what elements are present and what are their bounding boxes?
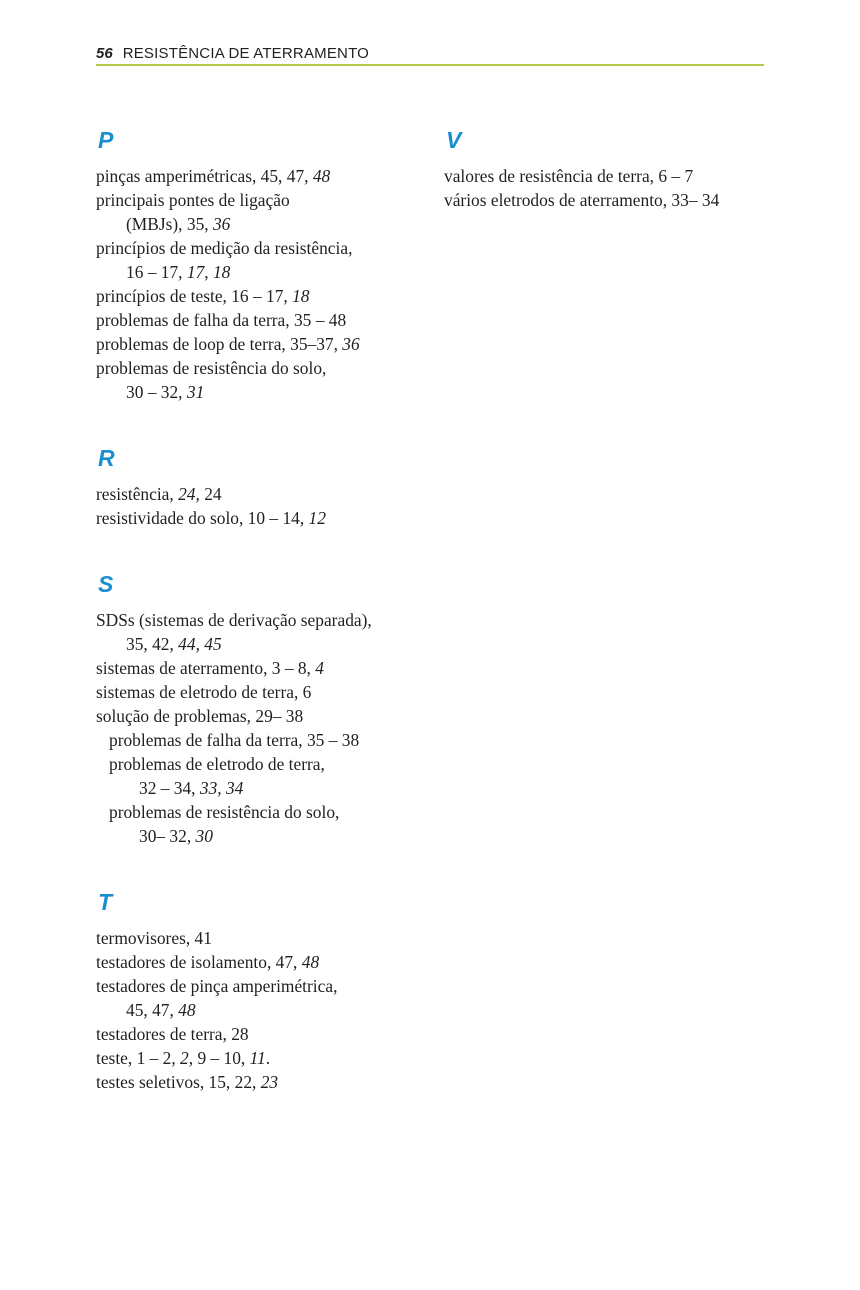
index-entry: testadores de terra, 28 bbox=[96, 1024, 249, 1044]
index-column-left bbox=[96, 128, 436, 1136]
index-entry: problemas de loop de terra, 35–37, 36 bbox=[96, 334, 360, 354]
index-entry: termovisores, 41 bbox=[96, 928, 212, 948]
section-letter: P bbox=[98, 127, 114, 153]
index-entry: sistemas de eletrodo de terra, 6 bbox=[96, 682, 312, 702]
index-entry: pinças amperimétricas, 45, 47, 48 bbox=[96, 166, 331, 186]
index-section-v bbox=[444, 128, 774, 212]
index-entry: teste, 1 – 2, 2, 9 – 10, 11. bbox=[96, 1048, 271, 1068]
index-entry: vários eletrodos de aterramento, 33– 34 bbox=[444, 190, 720, 210]
index-entry: valores de resistência de terra, 6 – 7 bbox=[444, 166, 694, 186]
section-letter: T bbox=[98, 889, 113, 915]
section-letter: S bbox=[98, 571, 114, 597]
index-entry: SDSs (sistemas de derivação separada), 35, 42, 44, 45 bbox=[96, 610, 372, 654]
index-entry: problemas de falha da terra, 35 – 48 bbox=[96, 310, 347, 330]
index-section-r bbox=[96, 446, 436, 530]
index-entry: princípios de teste, 16 – 17, 18 bbox=[96, 286, 310, 306]
index-entry: principais pontes de ligação (MBJs), 35, 36 bbox=[96, 190, 290, 234]
index-entry: solução de problemas, 29– 38 bbox=[96, 706, 304, 726]
header-rule bbox=[96, 64, 764, 66]
index-column-right bbox=[444, 128, 774, 254]
index-entry: sistemas de aterramento, 3 – 8, 4 bbox=[96, 658, 324, 678]
index-entry: testadores de pinça amperimétrica, 45, 47, 48 bbox=[96, 976, 338, 1020]
index-entry: problemas de resistência do solo, 30 – 32, 31 bbox=[96, 358, 327, 402]
index-entry: princípios de medição da resistência, 16 – 17, 17, 18 bbox=[96, 238, 353, 282]
index-entry: resistência, 24, 24 bbox=[96, 484, 222, 504]
index-subentry: problemas de falha da terra, 35 – 38 bbox=[109, 730, 360, 750]
index-entry: testes seletivos, 15, 22, 23 bbox=[96, 1072, 279, 1092]
index-section-p bbox=[96, 128, 436, 404]
index-subentry: problemas de eletrodo de terra, 32 – 34, 33, 34 bbox=[109, 754, 325, 798]
index-entry: testadores de isolamento, 47, 48 bbox=[96, 952, 320, 972]
section-letter: V bbox=[446, 127, 462, 153]
index-section-t bbox=[96, 890, 436, 1094]
page-number: 56 bbox=[96, 45, 113, 62]
index-entry: resistividade do solo, 10 – 14, 12 bbox=[96, 508, 326, 528]
running-title: RESISTÊNCIA DE ATERRAMENTO bbox=[122, 45, 370, 62]
running-head bbox=[96, 44, 764, 64]
index-section-s bbox=[96, 572, 436, 848]
index-subentry: problemas de resistência do solo, 30– 32, 30 bbox=[109, 802, 340, 846]
section-letter: R bbox=[98, 445, 115, 471]
